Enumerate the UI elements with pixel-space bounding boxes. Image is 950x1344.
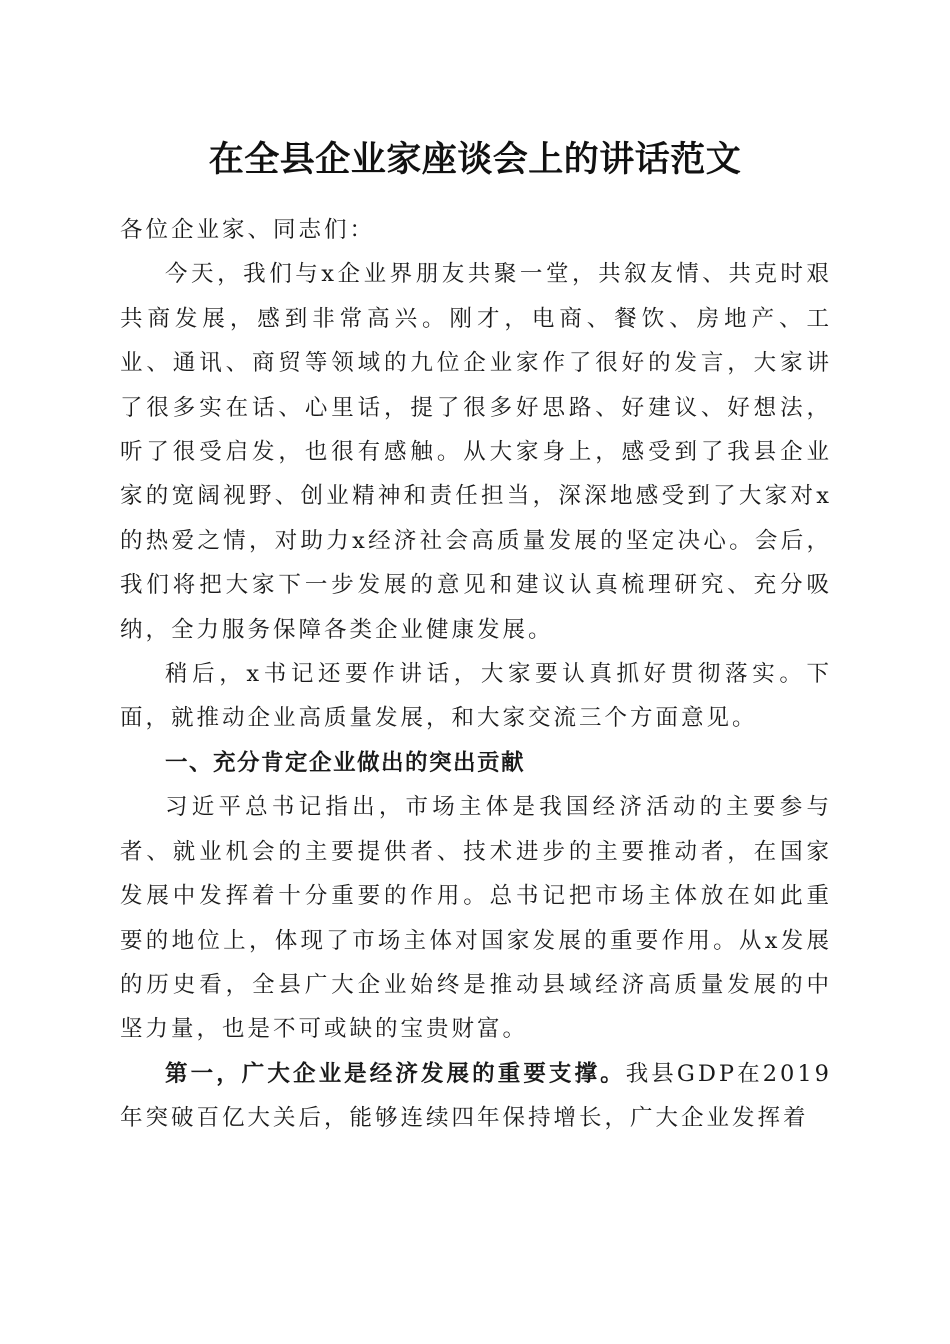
- document-title: 在全县企业家座谈会上的讲话范文: [208, 139, 742, 180]
- paragraph: 今天，我们与x企业界朋友共聚一堂，共叙友情、共克时艰共商发展，感到非常高兴。刚才，电商、餐饮、房地产、工业、通讯、商贸等领域的九位企业家作了很好的发言，大家讲了很多实在话、心里话，提了很多好思路、好建议、好想法，听了很受启发，也很有感触。从大家身上，感受到了我县企业家的宽阔视野、创业精神和责任担当，深深地感受到了大家对x的热爱之情，对助力x经济社会高质量发展的坚定决心。会后，我们将把大家下一步发展的意见和建议认真梳理研究、充分吸纳，全力服务保障各类企业健康发展。: [120, 261, 832, 643]
- document-body: [120, 208, 832, 1141]
- paragraph-lead-sentence: 第一，广大企业是经济发展的重要支撑。: [165, 1060, 626, 1087]
- paragraph: 稍后，x书记还要作讲话，大家要认真抓好贯彻落实。下面，就推动企业高质量发展，和大家交流三个方面意见。: [120, 661, 832, 732]
- paragraph-text: 我县GDP在2019年突破百亿大关后，能够连续四年保持增长，广大企业发挥着: [120, 1060, 832, 1132]
- paragraph: 习近平总书记指出，市场主体是我国经济活动的主要参与者、就业机会的主要提供者、技术进步的主要推动者，在国家发展中发挥着十分重要的作用。总书记把市场主体放在如此重要的地位上，体现了市场主体对国家发展的重要作用。从x发展的历史看，全县广大企业始终是推动县域经济高质量发展的中坚力量，也是不可或缺的宝贵财富。: [120, 794, 832, 1043]
- salutation: 各位企业家、同志们：: [120, 217, 376, 243]
- paragraph: [120, 1052, 832, 1141]
- section-heading: 一、充分肯定企业做出的突出贡献: [165, 749, 526, 776]
